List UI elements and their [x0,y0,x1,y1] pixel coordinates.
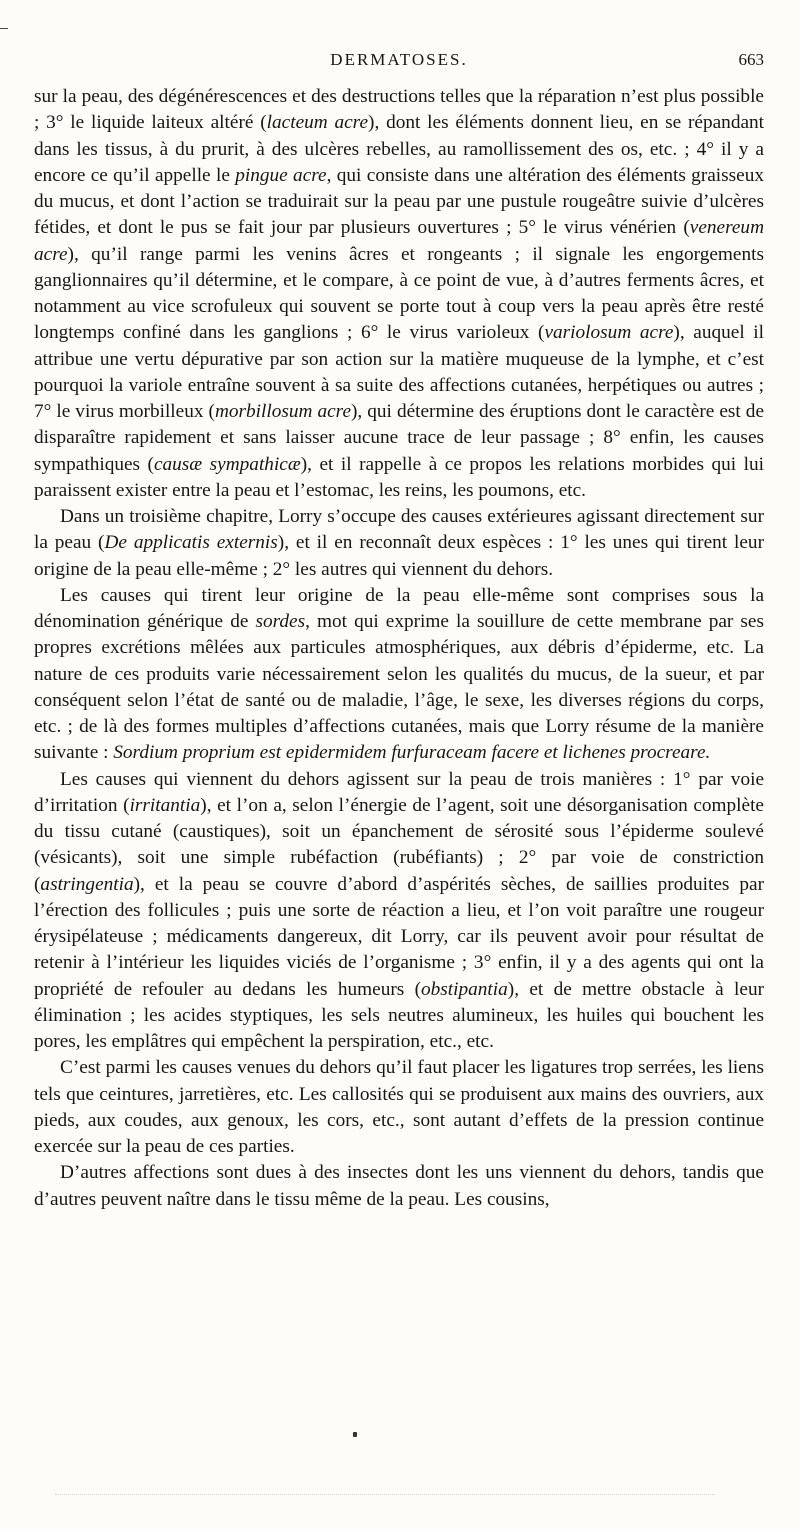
text-run: Les causes qui tirent leur origine de la peau elle-même sont comprises sous la dénomination générique de [34,584,764,632]
text-run: , qui consiste dans une altération des éléments graisseux du mucus, et dont l’action se traduirait sur la peau par une pustule rougeâtre suivie d’ulcères fétides, et dont le pus se fait jour par plusieurs ouvertures ; 5° le virus vénérien ( [34,164,765,239]
text-run: ), dont les éléments donnent lieu, en se répandant dans les tissus, à du prurit, à des ulcères rebelles, au ramollissement des os, etc. ; 4° il y a encore ce qu’il appelle le [34,112,765,186]
text-run: ), et il rappelle à ce propos les relations morbides qui lui paraissent exister entre la peau et l’estomac, les reins, les poumons, etc. [34,453,764,501]
text-run: , mot qui exprime la souillure de cette membrane par ses propres excrétions mêlées aux particules atmosphériques, aux débris d’épiderme, etc. La nature de ces produits varie nécessairement selon les qualités du mucus, de la sueur, et par conséquent selon l’état de santé ou de maladie, l’âge, le sexe, les diverses régions du corps, etc. ; de là des formes multiples d’affections cutanées, mais que Lorry résume de la manière suivante : [34,611,764,764]
running-title: DERMATOSES. [330,50,468,69]
paragraph [34,84,764,504]
page-number: 663 [738,50,764,69]
italic-term: lacteum acre [266,112,369,134]
text-run: ), et il en reconnaît deux espèces : 1° les unes qui tirent leur origine de la peau elle-même ; 2° les autres qui viennent du dehors. [34,532,764,580]
margin-mark [0,28,8,29]
body-text [34,84,764,1213]
italic-term: astringentia [40,873,134,895]
text-run: ), qu’il range parmi les venins âcres et rongeants ; il signale les engorgements ganglionnaires qu’il détermine, et le compare, à ce point de vue, à d’autres ferments âcres, et notamment au vice scrofuleux qui souvent se porte tout à coup vers la peau après être resté longtemps confiné dans les ganglions ; 6° le virus varioleux ( [34,243,764,344]
italic-term: obstipantia [421,978,508,1000]
italic-term: morbillosum acre [214,401,352,422]
paragraph [34,583,764,767]
text-run: D’autres affections sont dues à des insectes dont les uns viennent du dehors, tandis que d’autres peuvent naître dans le tissu même de la peau. Les cousins, [34,1162,764,1210]
bottom-specks [55,1494,715,1497]
italic-term: causæ sympathicæ [153,453,301,475]
italic-term: Sordium proprium est epidermidem furfuraceam facere et lichenes procreare. [113,742,711,764]
italic-term: pingue acre [235,164,327,186]
text-run: ), auquel il attribue une vertu dépurative par son action sur la matière muqueuse de la lymphe, et c’est pourquoi la variole entraîne souvent à sa suite des affections cutanées, herpétiques ou autres ; 7° le virus morbilleux ( [34,322,765,422]
italic-term: De applicatis externis [104,532,278,554]
text-run: ), et l’on a, selon l’énergie de l’agent, soit une désorganisation complète du tissu cutané (caustiques), soit un épanchement de sérosité sous l’épiderme soulevé (vésicants), soit une simple rubéfaction (rubéfiants) ; 2° par voie de constriction ( [34,794,764,895]
text-run: ), et la peau se couvre d’abord d’aspérités sèches, de saillies produites par l’érection des follicules ; puis une sorte de réaction a lieu, et l’on voit paraître une rougeur érysipélateuse ; médicaments dangereux, dit Lorry, car ils peuvent avoir pour résultat de retenir à l’intérieur les liquides viciés de l’organisme ; 3° enfin, il y a des agents qui ont la propriété de refouler au dedans les humeurs ( [34,873,764,1000]
text-run: ), et de mettre obstacle à leur élimination ; les acides styptiques, les sels neutres alumineux, les huiles qui bouchent les pores, les emplâtres qui empêchent la perspiration, etc., etc. [34,978,765,1052]
paragraph [34,1160,764,1213]
text-run: Les causes qui viennent du dehors agissent sur la peau de trois manières : 1° par voie d’irritation ( [34,768,764,816]
italic-term: variolosum acre [544,322,674,344]
book-page [34,50,764,1213]
paragraph [34,1055,764,1160]
italic-term: irritantia [129,794,201,816]
italic-term: sordes [255,611,306,632]
italic-term: venereum acre [34,217,764,265]
text-run: Dans un troisième chapitre, Lorry s’occupe des causes extérieures agissant directement sur la peau ( [34,506,764,554]
text-run: sur la peau, des dégénérescences et des destructions telles que la réparation n’est plus possible ; 3° le liquide laiteux altéré ( [34,86,764,134]
paragraph [34,767,764,1056]
paragraph [34,504,764,583]
text-run: C’est parmi les causes venues du dehors qu’il faut placer les ligatures trop serrées, les liens tels que ceintures, jarretières, etc. Les callosités qui se produisent aux mains des ouvriers, aux pieds, aux coudes, aux genoux, les cors, etc., sont autant d’effets de la pression continue exercée sur la peau de ces parties. [34,1057,764,1157]
ink-dot [353,1432,357,1437]
running-header [34,50,764,84]
text-run: ), qui détermine des éruptions dont le caractère est de disparaître rapidement et sans laisser aucune trace de leur passage ; 8° enfin, les causes sympathiques ( [34,401,765,475]
